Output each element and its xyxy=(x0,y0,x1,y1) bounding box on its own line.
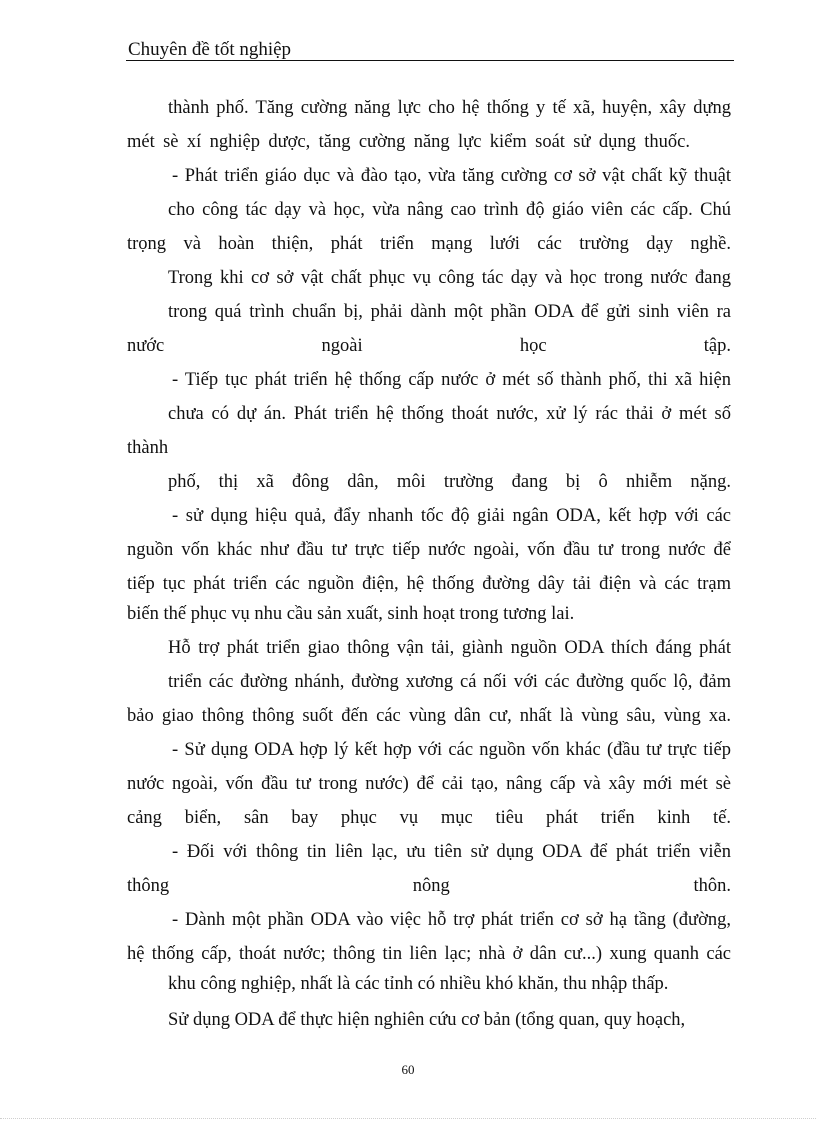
body-line: thông nông thôn. xyxy=(127,876,731,896)
body-line: nước ngoài học tập. xyxy=(127,336,731,356)
page-bottom-edge xyxy=(0,1118,816,1119)
body-line: nguồn vốn khác như đầu tư trực tiếp nước ngoài, vốn đầu tư trong nước để xyxy=(127,540,731,560)
running-header: Chuyên đề tốt nghiệp xyxy=(128,39,292,60)
body-line: - Tiếp tục phát triển hệ thống cấp nước ở mét số thành phố, thi xã hiện xyxy=(172,370,731,390)
body-line: biến thế phục vụ nhu cầu sản xuất, sinh hoạt trong tương lai. xyxy=(127,604,575,624)
body-line: trọng và hoàn thiện, phát triển mạng lưới các trường dạy nghề. xyxy=(127,234,731,254)
body-line: mét sè xí nghiệp dược, tăng cường năng lực kiểm soát sử dụng thuốc. xyxy=(127,132,690,152)
body-line: - Dành một phần ODA vào việc hỗ trợ phát triển cơ sở hạ tầng (đường, xyxy=(172,910,731,930)
body-line: tiếp tục phát triển các nguồn điện, hệ thống đường dây tải điện và các trạm xyxy=(127,574,731,594)
body-line: Hỗ trợ phát triển giao thông vận tải, giành nguồn ODA thích đáng phát xyxy=(168,638,731,658)
header-divider xyxy=(126,60,734,61)
body-line: Trong khi cơ sở vật chất phục vụ công tác dạy và học trong nước đang xyxy=(168,268,731,288)
body-line: nước ngoài, vốn đầu tư trong nước) để cải tạo, nâng cấp và xây mới mét sè xyxy=(127,774,731,794)
body-line: thành phố. Tăng cường năng lực cho hệ thống y tế xã, huyện, xây dựng xyxy=(168,98,731,118)
body-line: - Sử dụng ODA hợp lý kết hợp với các nguồn vốn khác (đầu tư trực tiếp xyxy=(172,740,731,760)
body-line: bảo giao thông thông suốt đến các vùng dân cư, nhất là vùng sâu, vùng xa. xyxy=(127,706,731,726)
body-line: - sử dụng hiệu quả, đẩy nhanh tốc độ giải ngân ODA, kết hợp với các xyxy=(172,506,731,526)
body-line: triển các đường nhánh, đường xương cá nối với các đường quốc lộ, đảm xyxy=(168,672,731,692)
body-line: khu công nghiệp, nhất là các tỉnh có nhiều khó khăn, thu nhập thấp. xyxy=(168,974,669,994)
body-line: - Đối với thông tin liên lạc, ưu tiên sử dụng ODA để phát triển viễn xyxy=(172,842,731,862)
body-line: trong quá trình chuẩn bị, phải dành một phần ODA để gửi sinh viên ra xyxy=(168,302,731,322)
body-line: chưa có dự án. Phát triển hệ thống thoát nước, xử lý rác thải ở mét số xyxy=(168,404,731,424)
body-line: Sử dụng ODA để thực hiện nghiên cứu cơ bản (tổng quan, quy hoạch, xyxy=(168,1010,686,1030)
body-line: cho công tác dạy và học, vừa nâng cao trình độ giáo viên các cấp. Chú xyxy=(168,200,731,220)
body-line: hệ thống cấp, thoát nước; thông tin liên lạc; nhà ở dân cư...) xung quanh các xyxy=(127,944,731,964)
body-line: phố, thị xã đông dân, môi trường đang bị ô nhiễm nặng. xyxy=(168,472,731,492)
body-line: - Phát triển giáo dục và đào tạo, vừa tăng cường cơ sở vật chất kỹ thuật xyxy=(172,166,731,186)
page-number: 60 xyxy=(401,1062,415,1077)
body-line: cảng biển, sân bay phục vụ mục tiêu phát triển kinh tế. xyxy=(127,808,731,828)
body-line: thành xyxy=(127,438,169,458)
